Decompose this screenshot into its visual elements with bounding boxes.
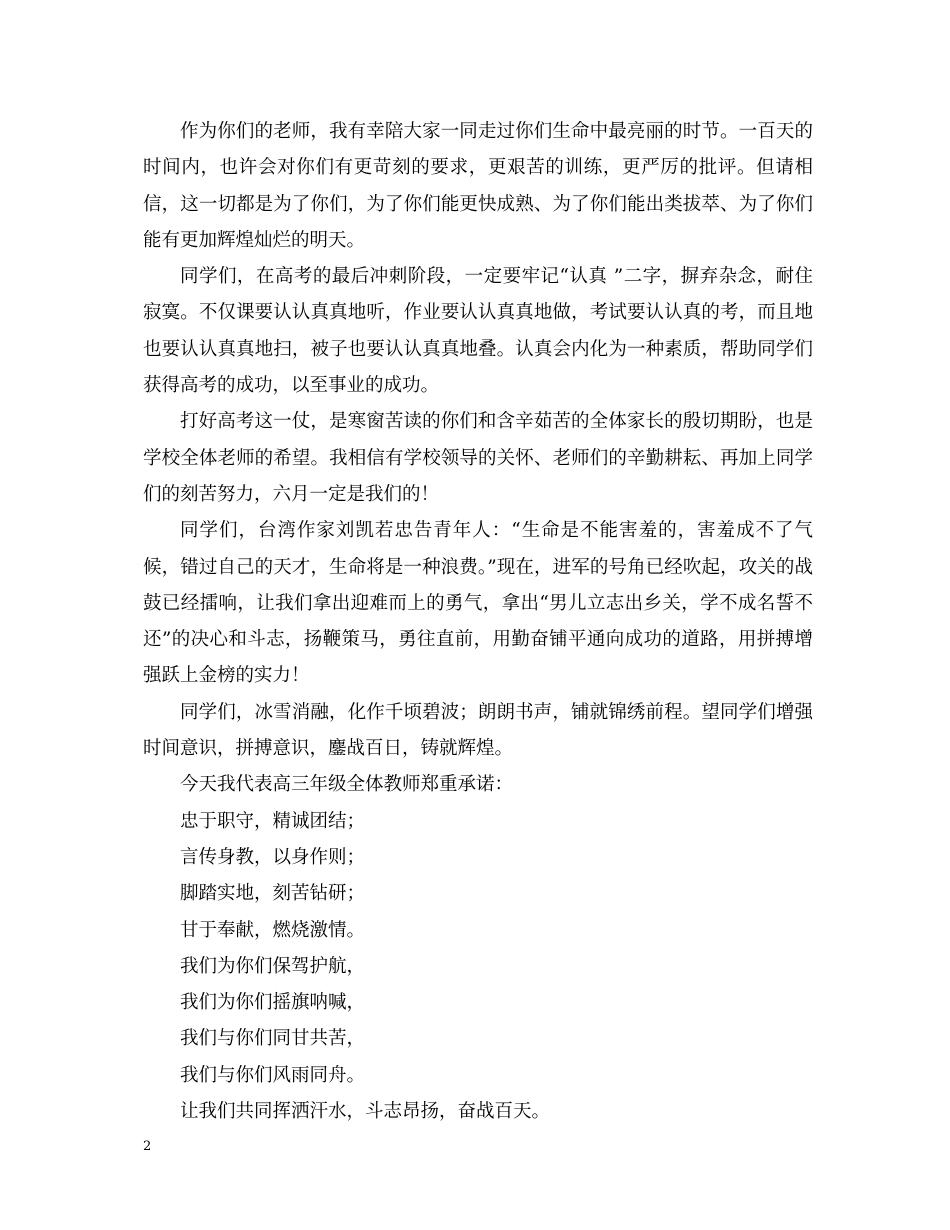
closing-paragraph: 让我们共同挥洒汗水，斗志昂扬，奋战百天。 (180, 1101, 551, 1123)
paragraph: 打好高考这一仗，是寒窗苦读的你们和含辛茹苦的全体家长的殷切期盼，也是学校全体老师的希望。我相信有学校领导的关怀、老师们的辛勤耕耘、再加上同学们的刻苦努力，六月一定是我们的！ (143, 411, 813, 505)
pledge-line: 我们为你们保驾护航， (180, 955, 366, 977)
paragraph: 同学们，冰雪消融，化作千顷碧波；朗朗书声，铺就锦绣前程。望同学们增强时间意识，拼搏意识，鏖战百日，铸就辉煌。 (143, 701, 813, 760)
paragraph: 今天我代表高三年级全体教师郑重承诺： (180, 774, 514, 796)
pledge-line: 甘于奉献，燃烧激情。 (180, 919, 366, 941)
pledge-line: 脚踏实地，刻苦钻研； (180, 883, 366, 905)
body-text (143, 114, 813, 1130)
pledge-line: 我们与你们风雨同舟。 (180, 1064, 366, 1086)
page-number: 2 (143, 1139, 152, 1154)
paragraph: 作为你们的老师，我有幸陪大家一同走过你们生命中最亮丽的时节。一百天的时间内，也许会对你们有更苛刻的要求，更艰苦的训练，更严厉的批评。但请相信，这一切都是为了你们，为了你们能更快成熟、为了你们能出类拔萃、为了你们能有更加辉煌灿烂的明天。 (143, 121, 813, 251)
paragraph: 同学们，台湾作家刘凯若忠告青年人：“生命是不能害羞的，害羞成不了气候，错过自己的天才，生命将是一种浪费。”现在，进军的号角已经吹起，攻关的战鼓已经擂响，让我们拿出迎难而上的勇气，拿出“男儿立志出乡关，学不成名誓不还”的决心和斗志，扬鞭策马，勇往直前，用勤奋铺平通向成功的道路，用拼搏增强跃上金榜的实力！ (143, 520, 813, 687)
pledge-line: 忠于职守，精诚团结； (180, 810, 366, 832)
pledge-line: 言传身教，以身作则； (180, 846, 366, 868)
pledge-line: 我们为你们摇旗呐喊， (180, 992, 366, 1014)
pledge-line: 我们与你们同甘共苦， (180, 1028, 366, 1050)
paragraph: 同学们，在高考的最后冲刺阶段，一定要牢记“认真 ”二字，摒弃杂念，耐住寂寞。不仅课要认认真真地听，作业要认认真真地做，考试要认认真的考，而且地也要认认真真地扫，被子也要认认真真地叠。认真会内化为一种素质，帮助同学们获得高考的成功，以至事业的成功。 (143, 266, 813, 397)
